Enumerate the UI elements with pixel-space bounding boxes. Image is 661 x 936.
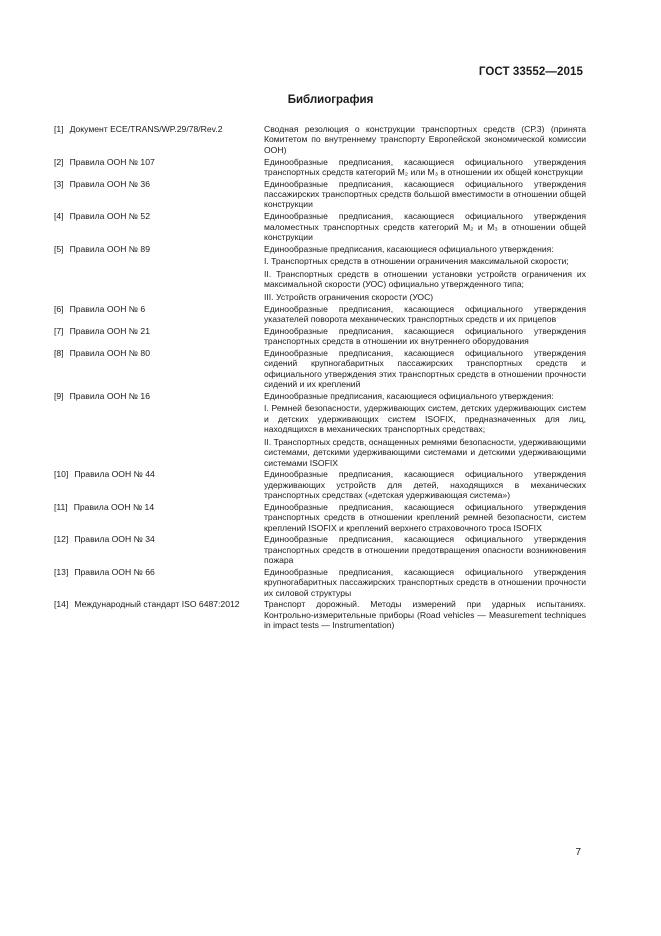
entry-number: [13] [54,566,69,577]
entry-source-name: Правила ООН № 89 [69,243,150,254]
bibliography-entry [54,304,586,325]
entry-source-name: Правила ООН № 16 [69,390,150,401]
entry-description [264,157,586,178]
entry-description-paragraph: Единообразные предписания, касающиеся официального утверждения крупногабаритных пассажирских транспортных средств в отношении прочности их силовой структуры [264,566,586,598]
standard-identifier: ГОСТ 33552—2015 [478,66,583,78]
entry-description-paragraph: Единообразные предписания, касающиеся официального утверждения пассажирских транспортных средств большой вместимости в отношении общей конструкции [264,178,586,210]
entry-number: [11] [54,501,68,512]
entry-description-paragraph: III. Устройств ограничения скорости (УОС) [264,291,434,302]
entry-description [264,179,586,210]
entry-label [54,179,264,210]
page-title: Библиография [287,94,374,106]
bibliography-entry [54,469,586,500]
bibliography-list [54,124,586,632]
entry-number: [12] [54,534,69,545]
entry-source-name: Правила ООН № 66 [74,566,155,577]
entry-number: [6] [54,303,64,314]
entry-source-name: Правила ООН № 52 [69,211,150,222]
entry-description-paragraph: Единообразные предписания, касающиеся официального утверждения транспортных средств категорий M₂ или M₃ в отношении их общей конструкции [264,156,586,177]
entry-label [54,348,264,390]
entry-source-name: Правила ООН № 44 [74,469,155,480]
entry-number: [4] [54,211,64,222]
bibliography-entry [54,599,586,630]
entry-number: [8] [54,347,64,358]
entry-description [264,599,586,630]
bibliography-entry [54,326,586,347]
entry-description [264,469,586,500]
bibliography-entry [54,179,586,210]
bibliography-entry [54,502,586,533]
entry-number: [9] [54,390,64,401]
entry-description-paragraph: Единообразные предписания, касающиеся официального утверждения транспортных средств в отношении их внутреннего оборудования [264,325,586,347]
entry-source-name: Правила ООН № 107 [69,156,155,167]
entry-source-name: Документ ECE/TRANS/WP.29/78/Rev.2 [69,124,223,134]
entry-description-paragraph: Сводная резолюция о конструкции транспортных средств (СР.3) (принята Комитетом по внутреннему транспорту Европейской экономической комиссии ООН) [264,124,586,155]
bibliography-entry [54,211,586,242]
entry-number: [3] [54,178,64,189]
entry-label [54,304,264,325]
entry-label [54,469,264,500]
entry-label [54,502,264,533]
entry-label [54,391,264,468]
entry-source-name: Правила ООН № 34 [74,534,155,545]
entry-description-paragraph: I. Ремней безопасности, удерживающих систем, детских удерживающих систем и детских удерживающих систем ISOFIX, предназначенных для лиц, находящихся в механических транспортных средствах; [264,403,586,435]
entry-description [264,211,586,242]
entry-description-paragraph: Транспорт дорожный. Методы измерений при ударных испытаниях. Контрольно-измерительные приборы (Road vehicles — Measurement techniques in impact tests — Instrumentation) [264,599,586,631]
entry-number: [5] [54,243,64,254]
bibliography-entry [54,391,586,468]
entry-source-name: Международный стандарт ISO 6487:2012 [74,599,240,610]
bibliography-entry [54,567,586,598]
bibliography-entry [54,534,586,565]
entry-source-name: Правила ООН № 6 [69,303,146,314]
entry-source-name: Правила ООН № 14 [73,501,155,512]
entry-description [264,502,586,533]
entry-description-paragraph: Единообразные предписания, касающиеся официального утверждения удерживающих устройств для детей, находящихся в механических транспортных средствах («детская удерживающая система») [264,469,586,501]
entry-number: [14] [54,599,69,610]
entry-number: [2] [54,156,64,167]
bibliography-entry [54,348,586,390]
entry-number: [1] [54,124,64,134]
entry-source-name: Правила ООН № 80 [69,347,150,358]
entry-description-paragraph: Единообразные предписания, касающиеся официального утверждения транспортных средств в отношении креплений ремней безопасности, систем креплений ISOFIX и креплений верхнего страховочного троса ISOFIX [264,501,586,533]
entry-number: [7] [54,325,64,336]
entry-description [264,391,586,468]
entry-description [264,326,586,347]
entry-description-paragraph: II. Транспортных средств в отношении установки устройств ограничения их максимальной скорости (УОС) официально утвержденного типа; [264,268,586,290]
entry-label [54,534,264,565]
bibliography-entry [54,244,586,303]
entry-description [264,244,586,303]
entry-description-paragraph: Единообразные предписания, касающиеся официального утверждения: [264,390,554,401]
page-number: 7 [575,847,581,858]
entry-description [264,534,586,565]
entry-number: [10] [54,469,69,480]
entry-description [264,348,586,390]
entry-source-name: Правила ООН № 21 [69,325,150,336]
entry-description-paragraph: Единообразные предписания, касающиеся официального утверждения транспортных средств в отношении предотвращения опасности возникновения пожара [264,534,586,566]
entry-label [54,244,264,303]
entry-label [54,326,264,347]
entry-description-paragraph: Единообразные предписания, касающиеся официального утверждения указателей поворота механических транспортных средств и их прицепов [264,303,586,324]
entry-description-paragraph: Единообразные предписания, касающиеся официального утверждения сидений крупногабаритных пассажирских транспортных средств и официального утверждения этих транспортных средств в отношении прочности сидений и их креплений [264,347,586,389]
entry-description-paragraph: Единообразные предписания, касающиеся официального утверждения маломестных транспортных средств категорий M₂ и M₃ в отношении общей конструкции [264,211,586,242]
entry-source-name: Правила ООН № 36 [69,178,150,189]
entry-description-paragraph: Единообразные предписания, касающиеся официального утверждения: [264,243,554,254]
entry-label [54,567,264,598]
entry-label [54,211,264,242]
entry-description [264,304,586,325]
entry-label [54,157,264,178]
bibliography-entry [54,157,586,178]
entry-description-paragraph: I. Транспортных средств в отношении ограничения максимальной скорости; [264,256,569,267]
bibliography-entry [54,124,586,155]
entry-label [54,124,264,155]
entry-description-paragraph: II. Транспортных средств, оснащенных ремнями безопасности, удерживающими системами, детскими удерживающими системами и детскими удерживающими системами ISOFIX [264,436,586,468]
entry-description [264,567,586,598]
entry-label [54,599,264,630]
entry-description [264,124,586,155]
